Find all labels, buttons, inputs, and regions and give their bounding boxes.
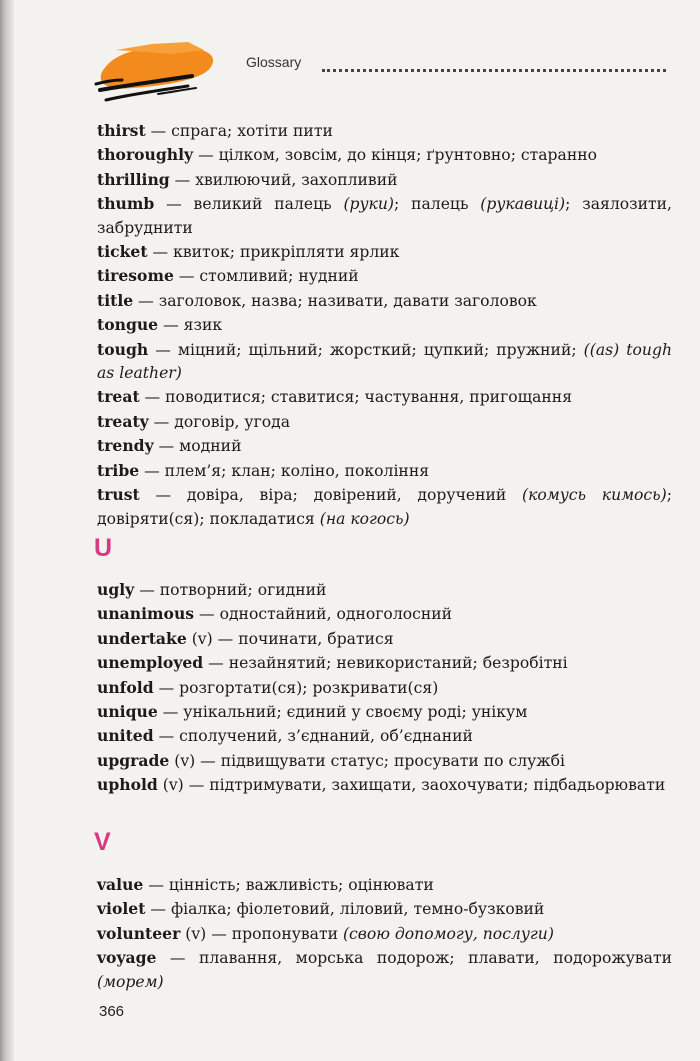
glossary-entry: unique — унікальний; єдиний у своєму роді; унікум (97, 702, 528, 722)
glossary-entry: unemployed — незайнятий; невикористаний; безробітні (97, 653, 568, 673)
page-number: 366 (99, 1003, 125, 1020)
glossary-entry: trendy — модний (97, 436, 242, 456)
glossary-entry: unfold — розгортати(ся); розкривати(ся) (97, 677, 439, 697)
entries-v (97, 873, 672, 994)
page-header (92, 28, 672, 108)
glossary-entry: thrilling — хвилюючий, захопливий (97, 169, 398, 189)
glossary-entry: volunteer (v) — пропонувати (свою допомогу, послуги) (97, 923, 554, 943)
glossary-entry: value — цінність; важливість; оцінювати (97, 875, 434, 894)
glossary-entry: title — заголовок, назва; називати, давати заголовок (97, 290, 537, 310)
glossary-entry: thumb — великий палець (руки); палець (рукавиці); заялозити, забруднити (97, 194, 672, 237)
glossary-entry: unanimous — одностайний, одноголосний (97, 604, 453, 624)
glossary-entry: uphold (v) — підтримувати, захищати, заохочувати; підбадьорювати (97, 775, 666, 795)
glossary-entry: ugly — потворний; огидний (97, 580, 327, 599)
glossary-entry: ticket — квиток; прикріпляти ярлик (97, 242, 400, 262)
glossary-entry: treaty — договір, угода (97, 411, 291, 431)
glossary-entry: tiresome — стомливий; нудний (97, 266, 359, 286)
glossary-entry: tribe — плем’я; клан; коліно, покоління (97, 460, 430, 480)
glossary-entry: treat — поводитися; ставитися; частування, пригощання (97, 387, 573, 407)
brush-stroke-icon (92, 30, 222, 106)
glossary-entry: undertake (v) — починати, братися (97, 628, 394, 648)
section-letter-u: U (94, 534, 113, 562)
glossary-entry: trust — довіра, віра; довірений, доручений (комусь кимось); довіряти(ся); покладатися (на когось) (97, 485, 672, 528)
entries-u (97, 578, 672, 798)
header-dotted-leader (322, 69, 666, 72)
glossary-entry: voyage — плавання, морська подорож; плавати, подорожувати (морем) (97, 948, 672, 991)
glossary-title: Glossary (246, 54, 302, 70)
section-letter-v: V (94, 828, 111, 856)
glossary-entry: thoroughly — цілком, зовсім, до кінця; ґрунтовно; старанно (97, 145, 598, 165)
glossary-entry: thirst — спрага; хотіти пити (97, 121, 333, 140)
glossary-entry: tongue — язик (97, 315, 223, 335)
glossary-entry: united — сполучений, з’єднаний, об’єднаний (97, 726, 473, 746)
page-binding-shadow (0, 0, 14, 1061)
glossary-entry: tough — міцний; щільний; жорсткий; цупкий; пружний; ((as) tough as leather) (97, 339, 672, 383)
entries-t (97, 119, 672, 531)
glossary-entry: upgrade (v) — підвищувати статус; просувати по службі (97, 750, 566, 770)
glossary-entry: violet — фіалка; фіолетовий, ліловий, темно-бузковий (97, 899, 545, 919)
